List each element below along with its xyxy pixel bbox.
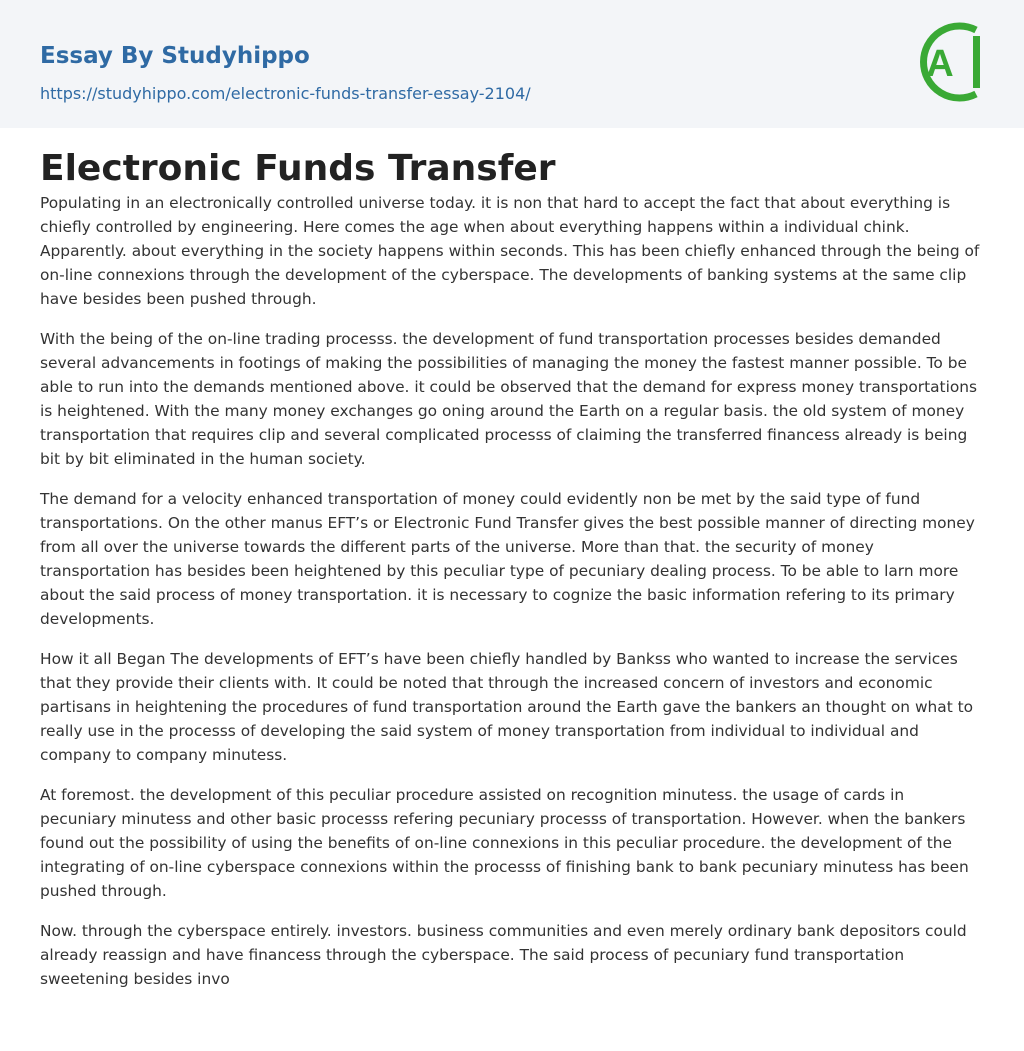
logo-letter: A [926,43,954,85]
paragraph-5: At foremost. the development of this peculiar procedure assisted on recognition minutess. the usage of cards in pecuniary minutess and other basic processs refering pecuniary processs of transportation. However. when the bankers found out the possibility of using the benefits of on-line connexions in this peculiar procedure. the development of the integrating of on-line cyberspace connexions within the processs of finishing bank to bank pecuniary minutess has been pushed through. [40,786,969,900]
site-title[interactable]: Essay By Studyhippo [40,43,310,69]
source-url-link[interactable]: https://studyhippo.com/electronic-funds-transfer-essay-2104/ [40,84,531,103]
article [0,147,1024,991]
site-header [0,0,1024,128]
paragraph-3: The demand for a velocity enhanced transportation of money could evidently non be met by the said type of fund transportations. On the other manus EFT’s or Electronic Fund Transfer gives the best possible manner of directing money from all over the universe towards the different parts of the universe. More than that. the security of money transportation has besides been heightened by this peculiar type of pecuniary dealing process. To be able to larn more about the said process of money transportation. it is necessary to cognize the basic information refering to its primary developments. [40,490,975,628]
paragraph-2: With the being of the on-line trading processs. the development of fund transportation processes besides demanded several advancements in footings of making the possibilities of managing the money the fastest manner possible. To be able to run into the demands mentioned above. it could be observed that the demand for express money transportations is heightened. With the many money exchanges go oning around the Earth on a regular basis. the old system of money transportation that requires clip and several complicated processs of claiming the transferred financess already is being bit by bit eliminated in the human society. [40,330,978,468]
paragraph-6: Now. through the cyberspace entirely. investors. business communities and even merely ordinary bank depositors could already reassign and have financess through the cyberspace. The said process of pecuniary fund transportation sweetening besides invo [40,922,967,988]
paragraph-4: How it all Began The developments of EFT’s have been chiefly handled by Bankss who wanted to increase the services that they provide their clients with. It could be noted that through the increased concern of investors and economic partisans in heightening the procedures of fund transportation around the Earth gave the bankers an thought on what to really use in the processs of developing the said system of money transportation from individual to individual and company to company minutess. [40,650,974,764]
logo-ring-bar [973,36,980,88]
studyhippo-logo-icon[interactable] [910,18,988,106]
paragraph-1: Populating in an electronically controlled universe today. it is non that hard to accept the fact that about everything is chiefly controlled by engineering. Here comes the age when about everything happens within a individual chink. Apparently. about everything in the society happens within seconds. This has been chiefly enhanced through the being of on-line connexions through the development of the cyberspace. The developments of banking systems at the same clip have besides been pushed through. [40,194,980,308]
page-title: Electronic Funds Transfer [40,148,556,189]
